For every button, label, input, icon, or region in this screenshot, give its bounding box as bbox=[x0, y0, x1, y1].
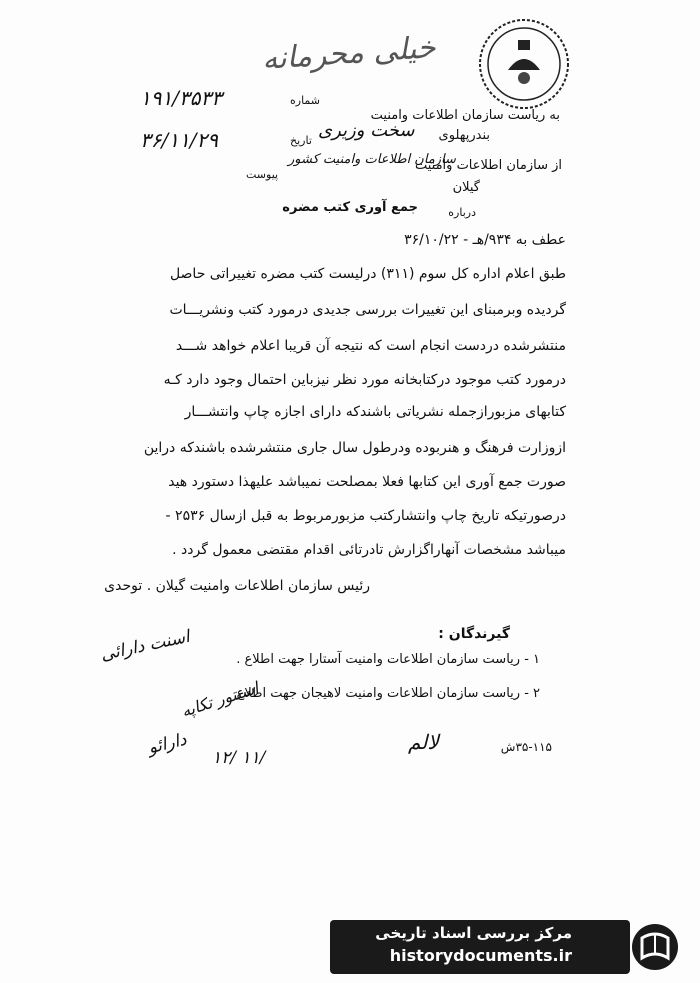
sender-handwritten: سازمان اطلاعات وامنیت کشور bbox=[288, 152, 456, 167]
signature-line: رئیس سازمان اطلاعات وامنیت گیلان . توحدی bbox=[104, 578, 370, 594]
recipients-title: گیرندگان : bbox=[438, 626, 510, 642]
body-line: کتابهای مزبورازجمله نشریاتی باشندکه دارای اجازه چاپ وانتشـــار bbox=[184, 404, 566, 420]
body-line: ازوزارت فرهنگ و هنربوده ودرطول سال جاری منتشرشده باشندکه دراین bbox=[143, 440, 566, 456]
archive-logo-icon bbox=[630, 922, 680, 972]
handwritten-classification: سخت وزیری bbox=[318, 120, 415, 141]
handwritten-note: دارائو bbox=[146, 729, 189, 759]
handwritten-note: اسنتور تکاپه bbox=[179, 678, 261, 721]
attachment-label: پیوست bbox=[246, 168, 279, 181]
sender-city: گیلان bbox=[452, 180, 480, 195]
subject-value: جمع آوری کتب مضره bbox=[282, 200, 418, 215]
number-value: ۱۹۱/۳۵۳۳ bbox=[140, 86, 222, 110]
handwritten-initials: لالم bbox=[408, 730, 439, 754]
classification-stamp: خیلی محرمانه bbox=[260, 29, 437, 78]
number-label: شماره bbox=[290, 94, 321, 107]
recipient-line: به ریاست سازمان اطلاعات وامنیت bbox=[370, 108, 560, 123]
handwritten-note: اسنت دارائی bbox=[98, 626, 192, 666]
recipient-item: ۱ - ریاست سازمان اطلاعات وامنیت آستارا جهت اطلاع . bbox=[236, 652, 540, 667]
body-line: منتشرشده دردست انجام است که نتیجه آن قریبا اعلام خواهد شـــد bbox=[175, 338, 566, 354]
watermark-title: مرکز بررسی اسناد تاریخی bbox=[375, 924, 572, 942]
recipient-city: بندرپهلوی bbox=[438, 128, 490, 143]
body-line: درصورتیکه تاریخ چاپ وانتشارکتب مزبورمربوط به قبل ازسال ۲۵۳۶ - bbox=[165, 508, 566, 524]
date-label: تاریخ bbox=[290, 134, 312, 147]
recipient-item: ۲ - ریاست سازمان اطلاعات وامنیت لاهیجان جهت اطلاع bbox=[236, 686, 540, 701]
body-line: درمورد کتب موجود درکتابخانه مورد نظر نیزباین احتمال وجود دارد کـه bbox=[163, 372, 566, 388]
body-line: گردیده وبرمبنای این تغییرات بررسی جدیدی درمورد کتب ونشریـــات bbox=[169, 302, 566, 318]
handwritten-date-note: ۱۲/ ۱۱/ bbox=[212, 748, 266, 768]
sender-line: از سازمان اطلاعات وامنیت bbox=[414, 158, 562, 173]
reference-line: عطف به ۹۳۴/هـ - ۳۶/۱۰/۲۲ bbox=[404, 232, 566, 248]
body-line: صورت جمع آوری این کتابها فعلا بمصلحت نمیباشد علیهذا دستورد هید bbox=[168, 474, 566, 490]
body-line: طبق اعلام اداره کل سوم (۳۱۱) درلیست کتب مضره تغییراتی حاصل bbox=[169, 266, 566, 282]
subject-label: درباره bbox=[448, 206, 476, 219]
date-value: ۳۶/۱۱/۲۹ bbox=[140, 128, 218, 152]
body-line: میباشد مشخصات آنهاراگزارش تادرتائی اقدام مقتضی معمول گردد . bbox=[172, 542, 566, 558]
imperial-emblem-seal bbox=[478, 18, 570, 110]
form-code: ۳۵-۱۱۵ش bbox=[500, 740, 552, 754]
watermark-url: historydocuments.ir bbox=[389, 946, 572, 965]
